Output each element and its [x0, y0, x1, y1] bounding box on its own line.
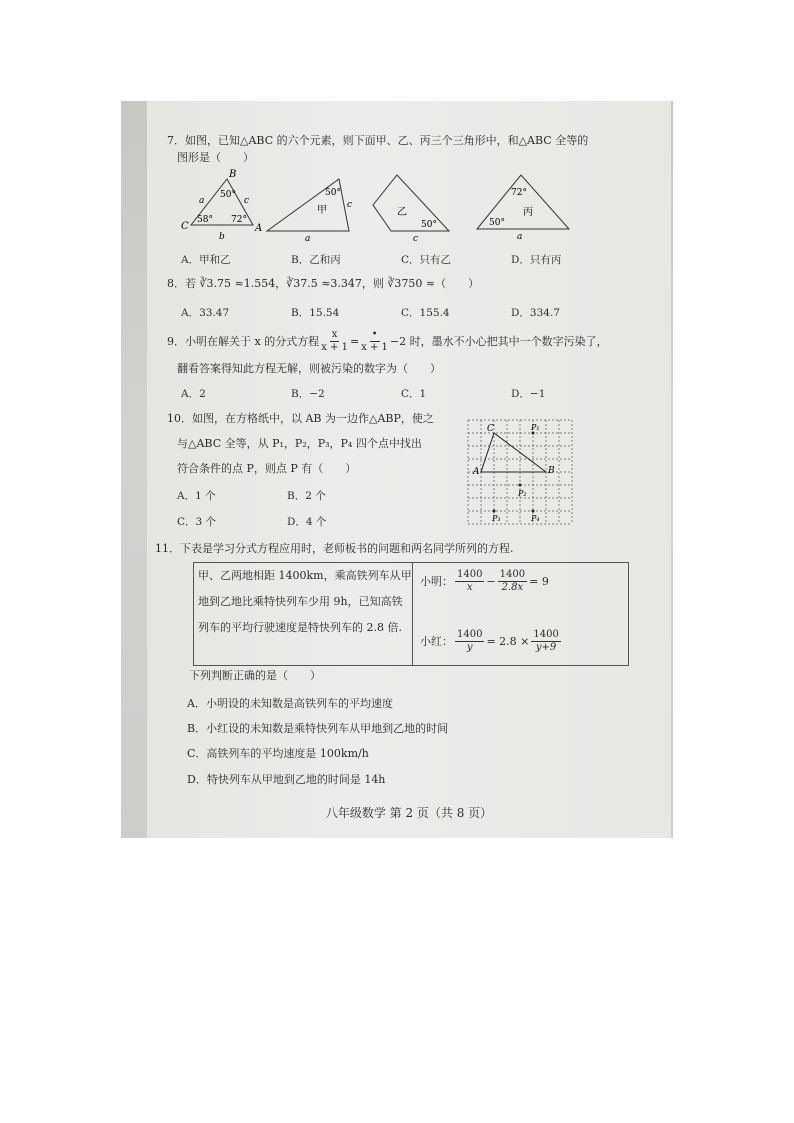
q11-xh-n1: 1400: [457, 629, 483, 640]
jia-name: 甲: [317, 205, 327, 216]
exam-photo: [121, 101, 673, 838]
q10-option-d[interactable]: D．4 个: [287, 516, 327, 528]
bing-angle-top: 72°: [511, 188, 527, 198]
q9-stem-pre: 9．小明在解关于 x 的分式方程: [167, 334, 320, 348]
abc-side-b: b: [219, 232, 225, 242]
q11-xm-rhs: = 9: [529, 574, 549, 588]
triangle-jia: [267, 179, 349, 231]
q10-point-p2: [519, 484, 522, 487]
q11-xm-d1: x: [466, 582, 473, 593]
q10-line3: 符合条件的点 P，则点 P 有（ ）: [177, 462, 357, 475]
q9-equals: =: [349, 334, 360, 348]
q10-option-a[interactable]: A．1 个: [177, 490, 216, 502]
q7-stem-line1: 7．如图，已知△ABC 的六个元素，则下面甲、乙、丙三个三角形中，和△ABC 全等的: [167, 134, 589, 147]
bing-name: 丙: [523, 207, 533, 218]
abc-label-c: C: [181, 221, 189, 232]
q9-frac1-num: x: [331, 329, 338, 340]
q7-stem-line2: 图形是（ ）: [177, 151, 254, 164]
q8-option-c[interactable]: C．155.4: [401, 307, 450, 319]
q11-stem: 11．下表是学习分式方程应用时，老师板书的问题和两名同学所列的方程.: [155, 542, 514, 555]
q10-label-p4: P₄: [531, 514, 540, 523]
q9-option-c[interactable]: C．1: [401, 388, 427, 400]
q11-xh-d1: y: [466, 642, 473, 653]
yi-name: 乙: [397, 207, 407, 218]
q11-table: [193, 562, 629, 666]
q11-problem-line1: 甲、乙两地相距 1400km，乘高铁列车从甲: [198, 569, 412, 582]
q11-xh-n2: 1400: [533, 629, 559, 640]
q11-xh-d2: y+9: [535, 642, 557, 653]
q8-option-b[interactable]: B．15.54: [291, 307, 340, 319]
q10-label-a: A: [473, 467, 480, 477]
abc-label-a: A: [255, 223, 263, 234]
q8-option-a[interactable]: A．33.47: [181, 307, 230, 319]
q9-option-b[interactable]: B．−2: [291, 388, 325, 400]
q10-option-c[interactable]: C．3 个: [177, 516, 217, 528]
q10-point-p4: [532, 510, 535, 513]
q9-option-d[interactable]: D．−1: [511, 388, 546, 400]
q11-question: 下列判断正确的是（ ）: [189, 669, 321, 682]
q8-stem: 8．若 ∛3.75 ≈1.554，∛37.5 ≈3.347，则 ∛3750 ≈（ ）: [167, 277, 480, 290]
q11-table-divider: [412, 563, 413, 665]
q11-problem-line2: 地到乙地比乘特快列车少用 9h，已知高铁: [198, 595, 403, 608]
q7-option-b[interactable]: B．乙和丙: [291, 254, 341, 266]
q10-option-b[interactable]: B．2 个: [287, 490, 326, 502]
abc-angle-b: 50°: [220, 190, 236, 200]
q9-frac2-den: x + 1: [361, 342, 388, 353]
q10-point-p3: [493, 510, 496, 513]
jia-angle: 50°: [325, 188, 341, 198]
abc-angle-a: 72°: [231, 215, 247, 225]
q10-label-p1: P₁: [531, 423, 540, 432]
q11-xiaohong-equation: [420, 629, 563, 654]
q11-xh-frac1: [455, 629, 484, 654]
q11-problem-line3: 列车的平均行驶速度是特快列车的 2.8 倍.: [198, 621, 402, 634]
q9-stem-post: −2 时，墨水不小心把其中一个数字污染了，: [389, 334, 608, 348]
q9-stem: [167, 329, 608, 354]
q10-line1: 10．如图，在方格纸中，以 AB 为一边作△ABP，使之: [167, 412, 434, 425]
q11-option-c[interactable]: C．高铁列车的平均速度是 100km/h: [187, 747, 369, 760]
abc-angle-c: 58°: [197, 215, 213, 225]
q10-line2: 与△ABC 全等，从 P₁，P₂，P₃，P₄ 四个点中找出: [177, 437, 422, 450]
q9-frac2-num: •: [371, 329, 378, 340]
bing-side-a: a: [517, 232, 523, 242]
q10-grid-figure: [465, 417, 575, 525]
q9-fraction-1: [321, 329, 348, 354]
exam-sheet: [147, 101, 671, 838]
q10-label-p3: P₃: [492, 514, 501, 523]
q11-option-a[interactable]: A．小明设的未知数是高铁列车的平均速度: [187, 697, 393, 710]
q11-option-d[interactable]: D．特快列车从甲地到乙地的时间是 14h: [187, 773, 386, 786]
q9-line2: 翻看答案得知此方程无解，则被污染的数字为（ ）: [177, 362, 441, 375]
q11-xm-frac2: [498, 569, 527, 594]
yi-side-c: c: [413, 234, 419, 243]
q7-figures: [177, 167, 597, 243]
bing-angle-left: 50°: [489, 218, 505, 228]
abc-side-a: a: [199, 196, 205, 206]
page-footer: 八年级数学 第 2 页（共 8 页）: [325, 806, 493, 820]
q11-option-b[interactable]: B．小红设的未知数是乘特快列车从甲地到乙地的时间: [187, 722, 449, 735]
q9-option-a[interactable]: A．2: [181, 388, 206, 400]
q11-xh-frac2: [531, 629, 560, 654]
q11-xm-d2: 2.8x: [501, 582, 524, 593]
abc-label-b: B: [229, 169, 237, 180]
q8-option-d[interactable]: D．334.7: [511, 307, 560, 319]
q10-label-c: C: [487, 424, 494, 434]
jia-side-c: c: [347, 200, 353, 210]
jia-side-a: a: [305, 234, 311, 243]
q11-xh-mid: = 2.8 ×: [486, 634, 530, 648]
q10-label-p2: P₂: [518, 489, 527, 498]
q9-fraction-2: [361, 329, 388, 354]
yi-angle: 50°: [421, 220, 437, 230]
q10-triangle-abc: [481, 433, 546, 472]
q11-xiaohong-label: 小红：: [420, 634, 453, 648]
q11-xiaoming-label: 小明：: [420, 574, 453, 588]
triangle-yi: [373, 175, 449, 231]
q11-xm-minus: −: [486, 574, 496, 588]
q7-option-d[interactable]: D．只有丙: [511, 254, 562, 266]
q11-xiaoming-equation: [420, 569, 549, 594]
q7-option-a[interactable]: A．甲和乙: [181, 254, 231, 266]
q7-option-c[interactable]: C．只有乙: [401, 254, 452, 266]
q10-label-b: B: [548, 466, 555, 476]
q11-xm-n1: 1400: [457, 569, 483, 580]
q11-xm-frac1: [455, 569, 484, 594]
q9-frac1-den: x + 1: [321, 342, 348, 353]
q11-xm-n2: 1400: [499, 569, 526, 580]
abc-side-c: c: [244, 196, 250, 206]
